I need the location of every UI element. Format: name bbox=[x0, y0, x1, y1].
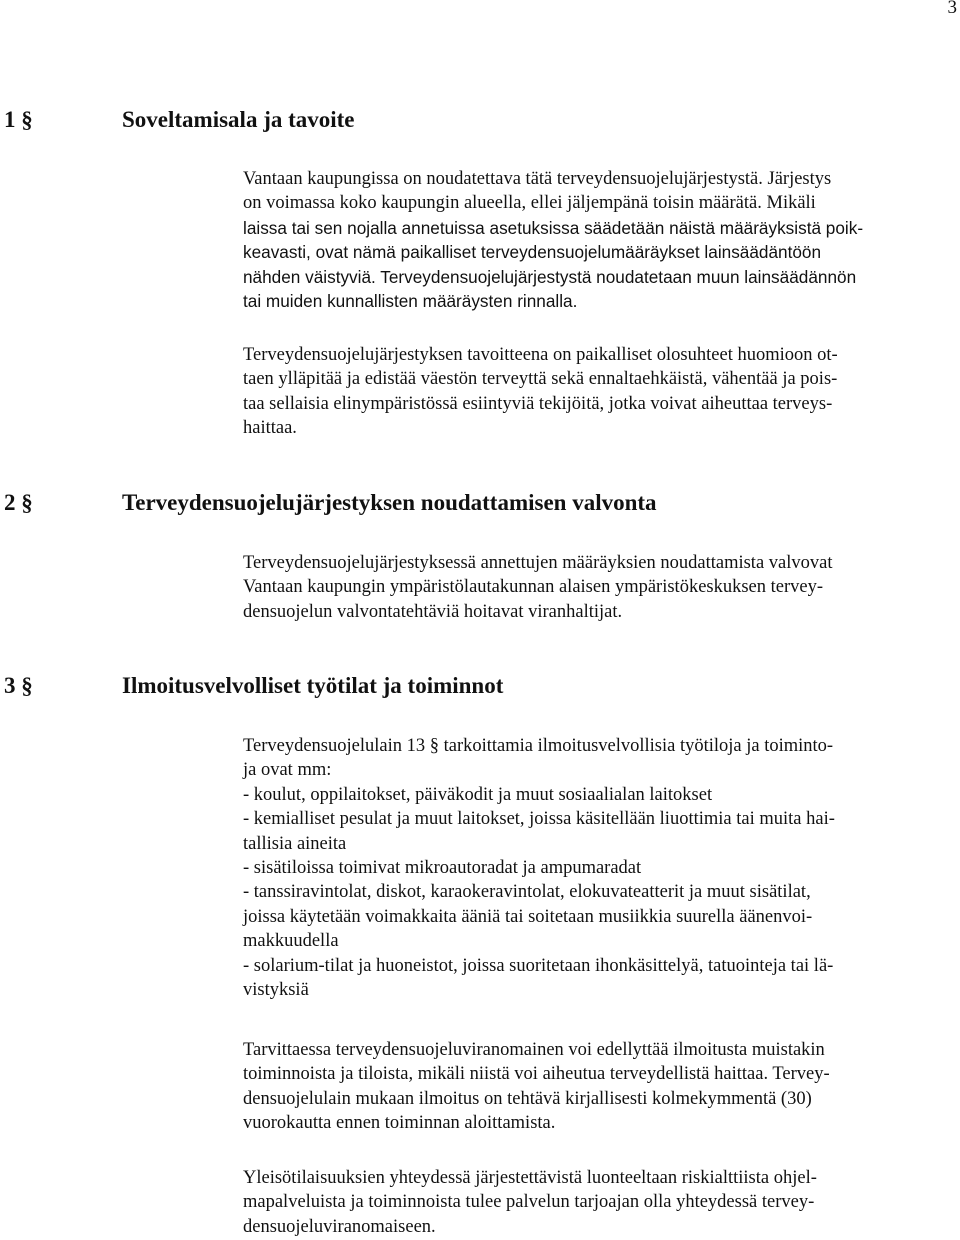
text-line: Vantaan kaupungissa on noudatettava tätä terveydensuojelujärjestystä. Järjestys bbox=[243, 169, 832, 189]
list-item: - solarium-tilat ja huoneistot, joissa suoritetaan ihonkäsittelyä, tatuointeja tai lä- bbox=[243, 955, 834, 976]
section-title: Terveydensuojelujärjestyksen noudattamisen valvonta bbox=[122, 490, 657, 515]
text-line: Yleisötilaisuuksien yhteydessä järjestettävistä luonteeltaan riskialttiista ohjel- bbox=[243, 1168, 817, 1188]
text-line: taa sellaisia elinympäristössä esiintyviä tekijöitä, jotka voivat aiheuttaa terveys- bbox=[243, 393, 833, 414]
text-line: vistyksiä bbox=[243, 980, 309, 1001]
section-title: Ilmoitusvelvolliset työtilat ja toiminnot bbox=[122, 673, 504, 698]
text-line: tai muiden kunnallisten määräysten rinnalla. bbox=[243, 291, 578, 312]
list-item: - sisätiloissa toimivat mikroautoradat ja ampumaradat bbox=[243, 858, 642, 879]
text-line: keavasti, ovat nämä paikalliset terveydensuojelumääräykset lainsäädäntöön bbox=[243, 242, 822, 263]
page-number: 3 bbox=[947, 0, 957, 18]
paragraph bbox=[243, 551, 955, 624]
text-line: taen ylläpitää ja edistää väestön terveyttä sekä ennaltaehkäistä, vähentää ja pois- bbox=[243, 369, 838, 390]
section-number: 2 § bbox=[4, 490, 33, 515]
paragraph bbox=[243, 343, 955, 441]
text-line: on voimassa koko kaupungin alueella, ellei jäljempänä toisin määrätä. Mikäli bbox=[243, 193, 816, 214]
text-line: makkuudella bbox=[243, 931, 339, 952]
paragraph bbox=[243, 167, 955, 313]
text-line: Terveydensuojelujärjestyksen tavoitteena on paikalliset olosuhteet huomioon ot- bbox=[243, 345, 838, 365]
text-line: densuojeluviranomaiseen. bbox=[243, 1216, 436, 1237]
text-line: densuojelun valvontatehtäviä hoitavat viranhaltijat. bbox=[243, 601, 623, 622]
text-line: Terveydensuojelulain 13 § tarkoittamia ilmoitusvelvollisia työtiloja ja toiminto- bbox=[243, 736, 834, 756]
list-item: - kemialliset pesulat ja muut laitokset, joissa käsitellään liuottimia tai muita hai- bbox=[243, 809, 835, 830]
text-line: ja ovat mm: bbox=[243, 760, 332, 781]
text-line: Vantaan kaupungin ympäristölautakunnan alaisen ympäristökeskuksen tervey- bbox=[243, 577, 824, 598]
paragraph bbox=[243, 734, 955, 1002]
text-line: vuorokautta ennen toiminnan aloittamista. bbox=[243, 1113, 556, 1134]
text-line: haittaa. bbox=[243, 418, 297, 439]
text-line: nähden väistyviä. Terveydensuojelujärjestystä noudatetaan muun lainsäädännön bbox=[243, 266, 857, 287]
text-line: joissa käytetään voimakkaita ääniä tai soitetaan musiikkia suurella äänenvoi- bbox=[243, 906, 813, 927]
section-number: 3 § bbox=[4, 673, 33, 698]
text-line: tallisia aineita bbox=[243, 833, 347, 854]
text-line: toiminnoista ja tiloista, mikäli niistä voi aiheutua terveydellistä haittaa. Tervey- bbox=[243, 1064, 830, 1085]
paragraph bbox=[243, 1038, 955, 1136]
list-item: - tanssiravintolat, diskot, karaokeravintolat, elokuvateatterit ja muut sisätilat, bbox=[243, 882, 811, 903]
section-heading-1 bbox=[4, 107, 904, 133]
text-line: laissa tai sen nojalla annetuissa asetuksissa säädetään näistä määräyksistä poik- bbox=[243, 217, 864, 238]
section-title: Soveltamisala ja tavoite bbox=[122, 107, 355, 132]
list-item: - koulut, oppilaitokset, päiväkodit ja muut sosiaalialan laitokset bbox=[243, 784, 713, 805]
section-heading-2 bbox=[4, 490, 904, 516]
text-line: Terveydensuojelujärjestyksessä annettujen määräyksien noudattamista valvovat bbox=[243, 553, 833, 573]
section-heading-3 bbox=[4, 673, 904, 699]
section-number: 1 § bbox=[4, 107, 33, 132]
paragraph bbox=[243, 1166, 955, 1239]
text-line: mapalveluista ja toiminnoista tulee palvelun tarjoajan olla yhteydessä tervey- bbox=[243, 1192, 815, 1213]
text-line: Tarvittaessa terveydensuojeluviranomainen voi edellyttää ilmoitusta muistakin bbox=[243, 1040, 825, 1060]
text-line: densuojelulain mukaan ilmoitus on tehtävä kirjallisesti kolmekymmentä (30) bbox=[243, 1088, 812, 1109]
